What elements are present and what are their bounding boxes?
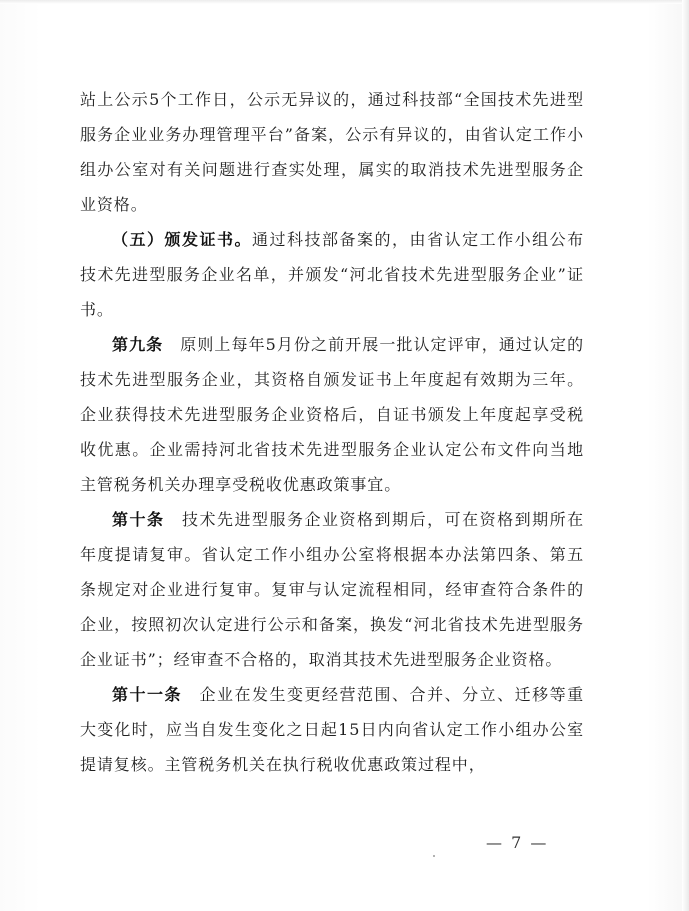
paragraph-2 (80, 222, 584, 327)
scan-edge-top (0, 0, 689, 4)
article-11 (80, 677, 584, 782)
article-9 (80, 327, 584, 502)
article-10-text: 技术先进型服务企业资格到期后，可在资格到期所在年度提请复审。省认定工作小组办公室将根据本办法第四条、第五条规定对企业进行复审。复审与认定流程相同，经审查符合条件的企业，按照初次认定进行公示和备案，换发“河北省技术先进型服务企业证书”；经审查不合格的，取消其技术先进型服务企业资格。 (80, 510, 584, 669)
article-9-text: 原则上每年5月份之前开展一批认定评审，通过认定的技术先进型服务企业，其资格自颁发证书上年度起有效期为三年。企业获得技术先进型服务企业资格后，自证书颁发上年度起享受税收优惠。企业需持河北省技术先进型服务企业认定公布文件向当地主管税务机关办理享受税收优惠政策事宜。 (80, 335, 584, 494)
paragraph-2-heading: （五）颁发证书。 (112, 230, 253, 249)
article-10 (80, 502, 584, 677)
article-11-heading: 第十一条 (112, 685, 183, 704)
document-body (80, 82, 584, 782)
scan-speck (433, 855, 435, 857)
article-9-heading: 第九条 (112, 335, 164, 354)
scan-edge-right (682, 0, 689, 911)
paragraph-1 (80, 82, 584, 222)
article-11-text: 企业在发生变更经营范围、合并、分立、迁移等重大变化时，应当自发生变化之日起15日内向省认定工作小组办公室提请复核。主管税务机关在执行税收优惠政策过程中， (80, 685, 584, 774)
paragraph-2-text: 通过科技部备案的，由省认定工作小组公布技术先进型服务企业名单，并颁发“河北省技术先进型服务企业”证书。 (80, 230, 584, 319)
page-number: — 7 — (486, 833, 549, 852)
article-10-heading: 第十条 (112, 510, 165, 529)
paragraph-1-text: 站上公示5个工作日，公示无异议的，通过科技部“全国技术先进型服务企业业务办理管理平台”备案，公示有异议的，由省认定工作小组办公室对有关问题进行查实处理，属实的取消技术先进型服务企业资格。 (80, 90, 584, 214)
